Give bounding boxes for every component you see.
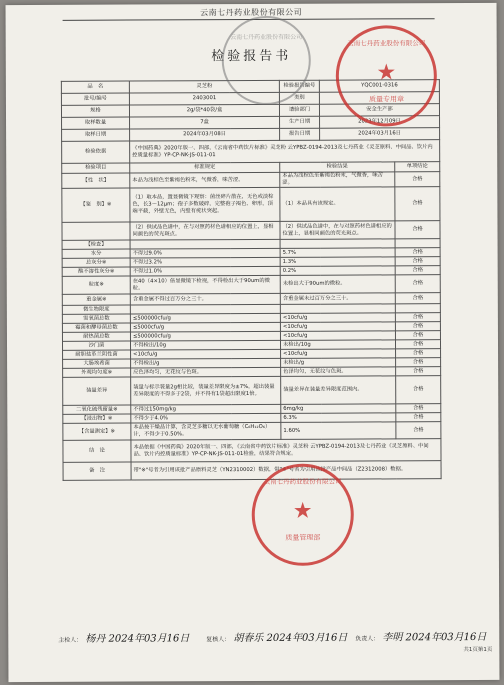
test-item: 大肠埃希菌 [63, 359, 131, 368]
test-result: 未检出/10g [280, 340, 395, 350]
test-standard: 含重金属不得过百万分之三十。 [130, 293, 280, 305]
col-result: 检验结果 [280, 162, 395, 173]
test-conclusion [395, 239, 440, 248]
test-conclusion: 合格 [395, 172, 440, 187]
test-item: 【含量测定】※ [63, 423, 131, 440]
inspector-signature [58, 629, 189, 645]
report-no: YQC001-0316 [319, 80, 439, 93]
red-seal-top-star-icon: ★ [376, 60, 397, 86]
test-rows [62, 172, 441, 441]
test-standard: 应色泽均匀，无花纹与色斑。 [131, 367, 281, 377]
test-result: 未检出/g [281, 358, 396, 368]
category-label: 类别 [279, 92, 319, 104]
test-result: 含重金属未过百万分之三十。 [280, 293, 395, 305]
test-standard: （1）取本品，置显微镜下观察：菌丝碎片散在，无色或淡棕色，长3～12μm；孢子多数破碎，完整孢子褐色、卵形，顶端平截，外壁无色，内壁有疣状突起。 [130, 187, 280, 222]
test-conclusion: 合格 [395, 340, 440, 349]
test-standard: ≤500000cfu/g [130, 313, 280, 323]
test-item: 耐胆盐革兰阴性菌 [63, 350, 131, 359]
test-conclusion: 合格 [395, 221, 440, 239]
test-item: 酸不溶性灰分※ [62, 267, 130, 276]
qty: 7盒 [130, 116, 280, 129]
test-conclusion: 合格 [395, 266, 440, 275]
test-item: 沙门菌 [62, 341, 130, 350]
test-standard: 本品为浅棕色至紫褐色粉末，气微香，味苦涩。 [130, 172, 280, 188]
name-label: 品 名 [61, 81, 129, 93]
test-conclusion [395, 304, 440, 313]
red-seal-top-ring: 云南七丹药业股份有限公司 [347, 39, 426, 48]
test-row [62, 187, 440, 223]
report-table [61, 79, 442, 481]
test-item: 霉菌和酵母菌总数 [62, 323, 130, 332]
red-seal-top [336, 25, 437, 126]
test-result: <10cfu/g [280, 331, 395, 341]
test-item: 重金属※ [62, 294, 130, 305]
test-conclusion: 合格 [396, 376, 441, 404]
red-seal-top-center: 质量专用章 [368, 95, 404, 104]
test-standard: 不得过9.0% [130, 248, 280, 258]
requester: 安全生产部 [319, 104, 439, 117]
test-item: 【鉴 别】※ [62, 188, 130, 222]
test-item: 总灰分※ [62, 258, 130, 267]
test-result [280, 304, 395, 314]
test-standard: 不得少于4.0% [131, 413, 281, 423]
sample-date: 2024年03月08日 [130, 128, 280, 141]
company-name: 云南七丹药业股份有限公司 [200, 7, 303, 18]
report-date-label: 报告日期 [280, 128, 320, 140]
test-result: 5.7% [280, 248, 395, 258]
test-row [62, 172, 440, 189]
sample-date-label: 取样日期 [62, 129, 130, 141]
test-result: 6.3% [281, 413, 396, 423]
test-item: 耐热菌总数 [62, 332, 130, 341]
test-result: <10cfu/g [281, 349, 396, 359]
test-conclusion: 合格 [395, 248, 440, 257]
test-standard: 不得检出/10g [130, 340, 280, 350]
report-date: 2024年03月16日 [320, 128, 440, 141]
batch-no: 2403001 [129, 92, 279, 105]
test-row [63, 376, 441, 406]
test-item: 【性 状】 [62, 173, 130, 188]
test-conclusion: 合格 [395, 313, 440, 322]
test-standard: 不得过1.0% [130, 266, 280, 276]
test-standard: 不得过3.2% [130, 257, 280, 267]
prod-date-label: 生产日期 [280, 116, 320, 128]
reviewer-label: 复核人： [206, 636, 231, 644]
remark-text: 带"※"号者为引用该批产品原料灵芝（YN2310002）数据，带"※"号者为引用该批产品中间品（Z2312008）数据。 [131, 461, 441, 480]
test-conclusion: 合格 [395, 275, 440, 293]
basis: 《中国药典》2020年版一、四部，《云南省中药饮片标准》灵芝粉 云YPBZ-0194-2013及七丹药业《灵芝原料、中间品、饮片内控质量标准》YP-CP-NK-JS-011-01 [130, 140, 440, 163]
test-conclusion: 合格 [396, 358, 441, 367]
test-standard: 不得过150mg/kg [131, 404, 281, 414]
inspector-name: 杨丹 2024年03月16日 [85, 633, 190, 645]
info-row-basis [62, 140, 440, 164]
col-item: 检验项目 [62, 163, 130, 173]
test-result: 6mg/kg [281, 404, 396, 414]
test-conclusion: 合格 [396, 422, 441, 439]
test-result: 色泽均匀，无花纹与色斑。 [281, 367, 396, 377]
red-seal-bottom-star-icon: ★ [292, 498, 313, 524]
report-paper [6, 3, 500, 682]
test-standard: 在40（4×10）倍显微镜下检视，不得检出大于90um的微粒。 [130, 275, 280, 294]
test-item: 【检查】 [62, 240, 130, 249]
col-std: 标准规定 [130, 162, 280, 173]
test-conclusion: 合格 [396, 404, 441, 413]
test-standard: ≤5000cfu/g [130, 322, 280, 332]
test-result: <10cfu/g [280, 313, 395, 323]
test-conclusion: 合格 [395, 331, 440, 340]
test-standard: 装量与标示装量2g相比较，装量差异限度为±7%，超出装量差异限度的不得多于2袋，并不得有1袋超出限度1倍。 [131, 376, 281, 405]
conclusion-text: 本品依据《中国药典》2020年版一、四部，《云南省中药饮片标准》灵芝粉 云YPBZ-0194-2013及七丹药业《灵芝原料、中间品、饮片内控质量标准》YP-CP-NK-JS-011-01检验，结果符合规定。 [131, 439, 441, 462]
test-result: 装量差异在装量差异限度范围内。 [281, 376, 396, 405]
test-item: 微生物限度 [62, 305, 130, 314]
test-result: 1.3% [280, 257, 395, 267]
reviewer-signature [206, 629, 347, 645]
test-standard: ≤500000cfu/g [130, 331, 280, 341]
inspector-label: 主检人： [58, 636, 83, 644]
test-row [63, 422, 441, 441]
test-item: 需氧菌总数 [62, 314, 130, 323]
test-conclusion: 合格 [395, 257, 440, 266]
red-seal-bottom-ring: 云南七丹药业股份有限公司 [263, 477, 342, 486]
test-item [62, 222, 130, 240]
test-standard: 不得检出/g [131, 358, 281, 368]
spec: 2g/袋*40袋/盒 [129, 104, 279, 117]
test-item: 外观均匀度※ [63, 368, 131, 377]
test-conclusion: 合格 [395, 322, 440, 331]
test-row [62, 221, 440, 241]
batch-label: 批号/编号 [61, 93, 129, 105]
gray-seal-stamp [222, 16, 311, 105]
test-conclusion: 合格 [396, 367, 441, 376]
report-title: 检验报告书 [211, 48, 292, 65]
prod-date: 2023年12月09日 [320, 116, 440, 129]
chief-label: 负责人： [355, 635, 380, 643]
test-row [62, 275, 440, 295]
product-name: 灵芝粉 [129, 80, 279, 93]
qty-label: 取样数量 [62, 117, 130, 129]
gray-seal-text: 云南七丹药业股份有限公司 [230, 33, 303, 42]
test-result: 0.2% [280, 266, 395, 276]
requester-label: 请验部门 [279, 104, 319, 116]
test-conclusion: 合格 [396, 413, 441, 422]
remark-row [63, 461, 441, 481]
conclusion-label: 结 论 [63, 440, 131, 462]
page-number: 共1页第1页 [463, 646, 493, 654]
test-item: 二氧化硫残留量※ [63, 405, 131, 414]
test-standard: 本品按干燥品计算，含灵芝多糖以无水葡萄糖（C₆H₁₂O₆）计，不得少于0.50%。 [131, 422, 281, 440]
test-conclusion: 合格 [395, 293, 440, 304]
test-standard: （2）供试品色谱中，在与对照药材色谱相应的位置上，显相同颜色的荧光斑点。 [130, 221, 280, 240]
report-no-label: 检验报告编号 [279, 80, 319, 92]
test-item: 水分 [62, 249, 130, 258]
test-conclusion: 合格 [396, 349, 441, 358]
basis-label: 检验依据 [62, 141, 130, 163]
test-result: 1.60% [281, 422, 396, 440]
chief-signature [355, 628, 486, 644]
test-conclusion: 合格 [395, 187, 440, 221]
test-result: 本品为浅棕色至紫褐色粉末，气微香，味苦涩。 [280, 172, 395, 188]
red-seal-bottom [252, 464, 354, 566]
test-item: 【浸出物】※ [63, 414, 131, 423]
test-result: 未检出大于90um的微粒。 [280, 275, 395, 294]
spec-label: 规格 [61, 105, 129, 117]
reviewer-name: 胡春乐 2024年03月16日 [233, 632, 348, 645]
conclusion-row [63, 439, 441, 463]
test-result: <10cfu/g [280, 322, 395, 332]
col-conclusion: 单项结论 [395, 162, 440, 172]
test-result: （2）供试品色谱中，在与对照药材色谱相应的位置上，显相同颜色的荧光斑点。 [280, 221, 395, 240]
test-standard: <10cfu/g [131, 349, 281, 359]
test-result: （1）本品具有该规定。 [280, 187, 395, 222]
remark-label: 备 注 [63, 462, 131, 480]
chief-name: 李明 2024年03月16日 [382, 631, 487, 644]
red-seal-bottom-center: 质量管理部 [285, 533, 321, 542]
test-item: 粒度※ [62, 276, 130, 294]
test-item: 装量差异 [63, 377, 131, 405]
